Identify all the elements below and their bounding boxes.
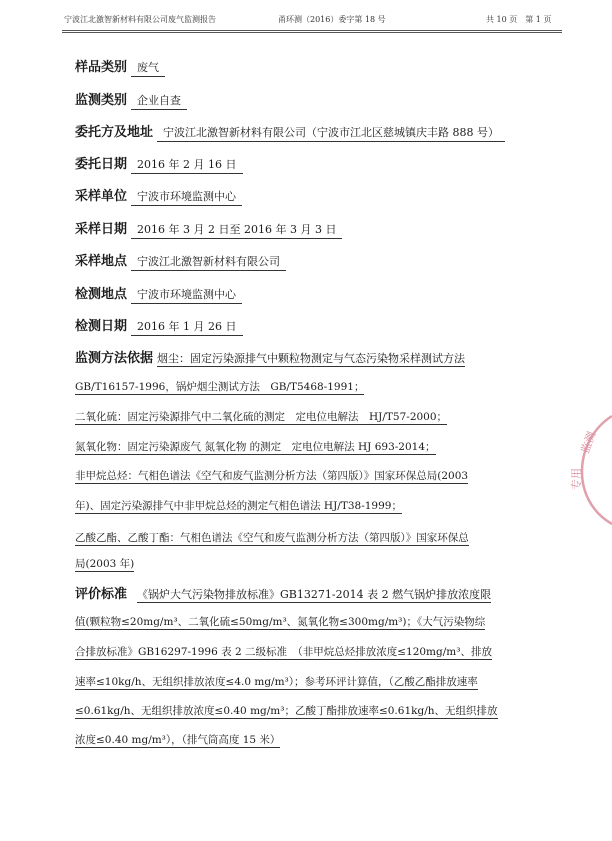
field-client: [75, 121, 505, 142]
field-value: 宁波市环境监测中心: [131, 188, 242, 206]
field-label: 采样地点: [75, 254, 128, 269]
field-label: 委托日期: [75, 157, 128, 172]
field-value: 废气: [131, 59, 165, 77]
field-sampling-date: [75, 218, 342, 239]
svg-text:监测: 监测: [578, 429, 599, 456]
standard-line-text: 速率≤10kg/h、无组织排放浓度≤4.0 mg/m³）；参考环评计算值，（乙酸乙酯排放速率: [75, 676, 478, 688]
header-title: 宁波江北激智新材料有限公司废气监测报告: [64, 15, 216, 24]
standard-first-line: [75, 583, 491, 602]
method-line: [75, 556, 134, 571]
field-label: 采样日期: [75, 222, 128, 237]
standard-label: 评价标准: [75, 587, 128, 602]
header-page-count: 共 10 页 第 1 页: [486, 15, 552, 24]
method-line: [75, 498, 402, 513]
standard-line-text: ≤0.61kg/h、无组织排放浓度≤0.40 mg/m³；乙酸丁酯排放速率≤0.61kg/h、无组织排放: [75, 705, 498, 717]
field-commission-date: [75, 153, 243, 174]
field-label: 委托方及地址: [75, 125, 154, 140]
field-testing-location: [75, 283, 242, 304]
field-label: 样品类别: [75, 60, 128, 75]
method-line: [75, 530, 469, 545]
standard-line-text: 合排放标准》GB16297-1996 表 2 二级标准 （非甲烷总烃排放浓度≤120mg/m³、排放: [75, 646, 492, 658]
standard-line: 《锅炉大气污染物排放标准》GB13271-2014 表 2 燃气锅炉排放浓度限: [137, 588, 492, 601]
method-line-text: GB/T16157-1996，锅炉烟尘测试方法 GB/T5468-1991；: [75, 381, 365, 393]
field-sampling-location: [75, 250, 286, 271]
method-line-text: 氮氧化物：固定污染源废气 氮氧化物 的测定 定电位电解法 HJ 693-2014；: [75, 441, 436, 453]
method-line: [75, 439, 436, 454]
standard-line: [75, 703, 498, 718]
field-value: 宁波江北激智新材料有限公司（宁波市江北区慈城镇庆丰路 888 号）: [157, 124, 505, 142]
header-divider: [62, 30, 562, 31]
field-value: 2016 年 1 月 26 日: [131, 318, 242, 336]
field-value: 宁波市环境监测中心: [131, 286, 242, 304]
field-label: 检测地点: [75, 287, 128, 302]
field-value: 宁波江北激智新材料有限公司: [131, 253, 286, 271]
standard-line: [75, 644, 492, 659]
method-line-text: 非甲烷总烃：气相色谱法《空气和废气监测分析方法（第四版）》国家环保总局(2003: [75, 470, 469, 482]
standard-line-text: 值(颗粒物≤20mg/m³、二氧化硫≤50mg/m³、氮氧化物≤300mg/m³)；《大气污染物综: [75, 616, 486, 628]
field-value: 企业自查: [131, 92, 187, 110]
method-line-text: 年)、固定污染源排气中非甲烷总烃的测定气相色谱法 HJ/T38-1999；: [75, 500, 402, 512]
field-value: 2016 年 3 月 2 日至 2016 年 3 月 3 日: [131, 221, 342, 239]
field-sample-type: [75, 56, 165, 77]
field-label: 监测类别: [75, 93, 128, 108]
method-line-text: 乙酸乙酯、乙酸丁酯：气相色谱法《空气和废气监测分析方法（第四版）》国家环保总: [75, 532, 469, 544]
method-line-text: 二氧化硫：固定污染源排气中二氧化硫的测定 定电位电解法 HJ/T57-2000；: [75, 411, 448, 423]
field-label: 检测日期: [75, 319, 128, 334]
svg-text:专用: 专用: [570, 468, 583, 490]
standard-line: [75, 732, 280, 747]
header-divider-2: [62, 32, 562, 33]
method-first-line: [75, 347, 465, 366]
field-monitoring-type: [75, 89, 187, 110]
method-line: 烟尘：固定污染源排气中颗粒物测定与气态污染物采样测试方法: [157, 352, 466, 365]
standard-line: [75, 614, 485, 629]
official-seal-icon: [566, 410, 612, 530]
standard-line-text: 浓度≤0.40 mg/m³），（排气筒高度 15 米）: [75, 734, 281, 746]
field-sampling-unit: [75, 185, 242, 206]
method-line-text: 局(2003 年): [75, 558, 135, 570]
field-testing-date: [75, 315, 243, 336]
method-line: [75, 409, 447, 424]
method-line: [75, 468, 468, 483]
standard-line: [75, 674, 478, 689]
field-value: 2016 年 2 月 16 日: [131, 156, 242, 174]
header-report-number: 甬环测（2016）委字第 18 号: [278, 15, 386, 24]
field-label: 采样单位: [75, 189, 128, 204]
method-label: 监测方法依据: [75, 351, 154, 366]
method-line: [75, 379, 364, 394]
